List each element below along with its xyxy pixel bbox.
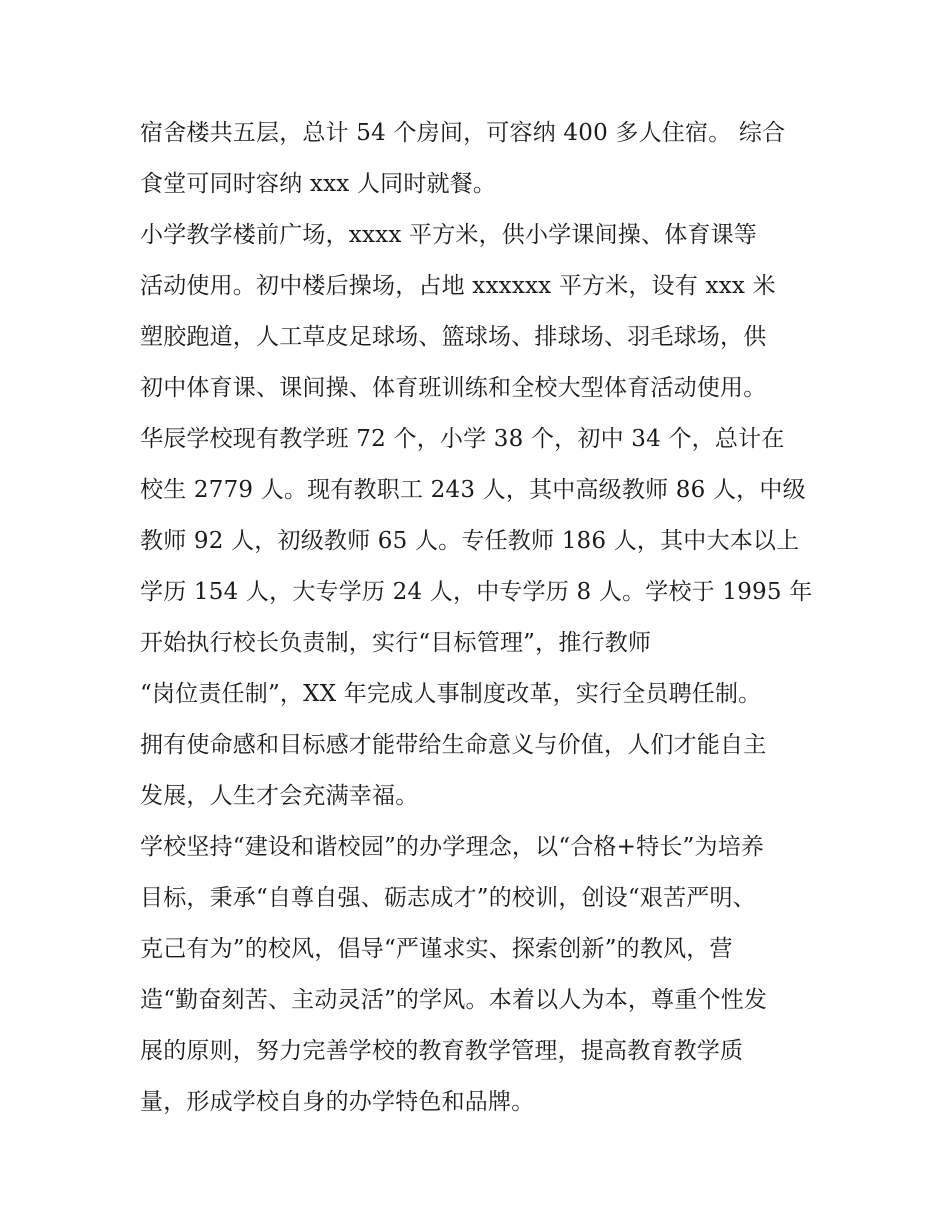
text-line: 开始执行校长负责制，实行“目标管理”，推行教师: [140, 630, 652, 656]
text-line: 发展，人生才会充满幸福。: [140, 783, 419, 809]
text-line: 食堂可同时容纳 xxx 人同时就餐。: [140, 171, 497, 197]
text-line: “岗位责任制”，XX 年完成人事制度改革，实行全员聘任制。: [140, 681, 762, 707]
text-line: 教师 92 人，初级教师 65 人。专任教师 186 人，其中大本以上: [140, 528, 800, 554]
text-line: 量，形成学校自身的办学特色和品牌。: [140, 1089, 535, 1115]
text-line: 造“勤奋刻苦、主动灵活”的学风。本着以人为本，尊重个性发: [140, 987, 768, 1013]
text-line: 展的原则，努力完善学校的教育教学管理，提高教育教学质: [140, 1038, 744, 1064]
text-line: 克己有为”的校风，倡导“严谨求实、探索创新”的教风，营: [140, 936, 733, 962]
text-line: 目标，秉承“自尊自强、砺志成才”的校训，创设“艰苦严明、: [140, 885, 756, 911]
text-line: 校生 2779 人。现有教职工 243 人，其中高级教师 86 人，中级: [140, 477, 806, 503]
text-line: 活动使用。初中楼后操场，占地 xxxxxx 平方米，设有 xxx 米: [140, 273, 776, 299]
text-line: 初中体育课、课间操、体育班训练和全校大型体育活动使用。: [140, 375, 767, 401]
text-line: 华辰学校现有教学班 72 个，小学 38 个，初中 34 个，总计在: [140, 426, 785, 452]
text-line: 宿舍楼共五层，总计 54 个房间，可容纳 400 多人住宿。 综合: [140, 120, 786, 146]
text-line: 学校坚持“建设和谐校园”的办学理念，以“合格+特长”为培养: [140, 834, 765, 860]
text-line: 拥有使命感和目标感才能带给生命意义与价值，人们才能自主: [140, 732, 767, 758]
text-line: 塑胶跑道，人工草皮足球场、篮球场、排球场、羽毛球场，供: [140, 324, 767, 350]
text-line: 小学教学楼前广场，xxxx 平方米，供小学课间操、体育课等: [140, 222, 757, 248]
document-body: [140, 108, 840, 1128]
text-line: 学历 154 人，大专学历 24 人，中专学历 8 人。学校于 1995 年: [140, 579, 813, 605]
